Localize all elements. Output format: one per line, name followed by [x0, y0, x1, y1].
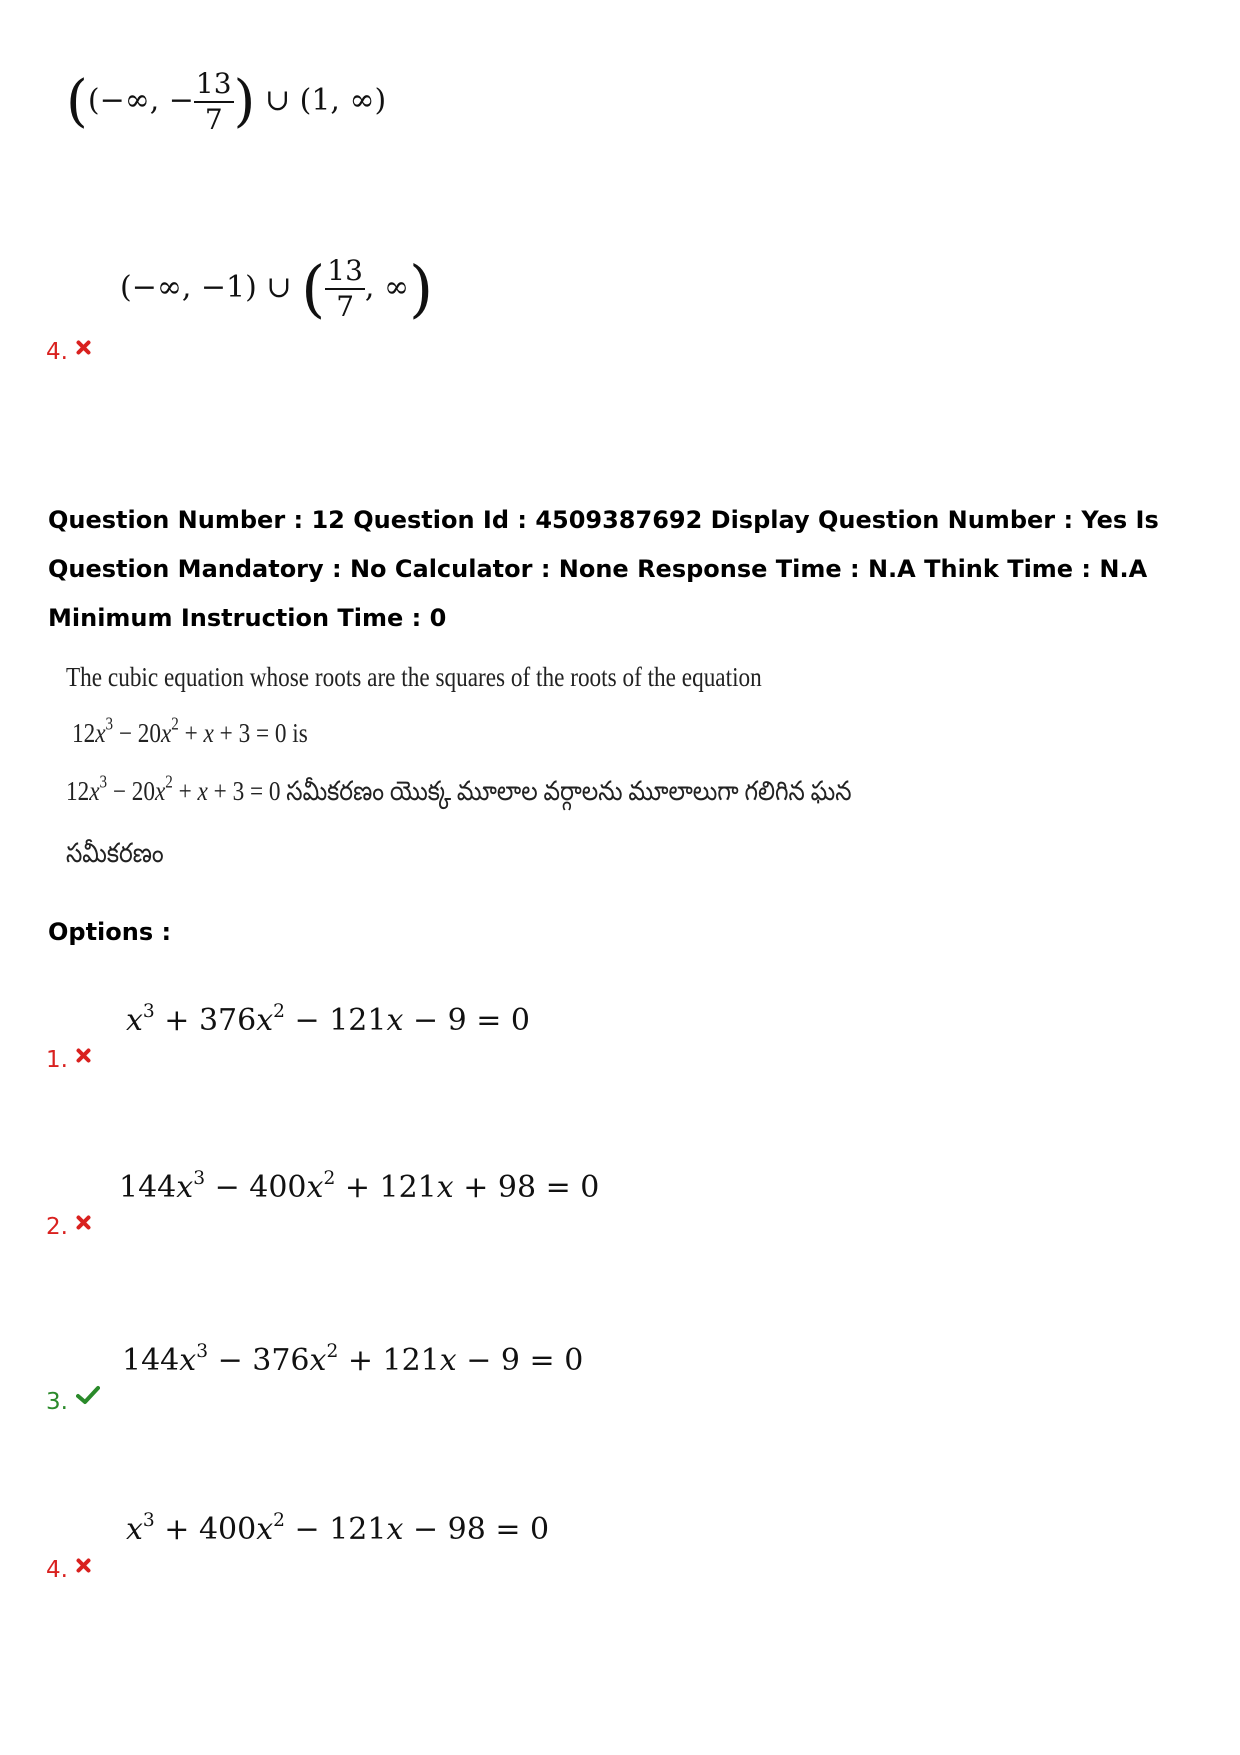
check-icon [76, 1385, 100, 1411]
prev-option-3-equation: ((−∞, − $\frac{13}{7}$ ) ∪ (1, ∞) [66, 67, 387, 136]
option-3-equation: $144x^3 - 376x^2 + 121x - 9 = 0$ [122, 1340, 584, 1378]
option-4-equation: $x^3 + 400x^2 - 121x - 98 = 0$ [126, 1509, 550, 1547]
option-1-marker [46, 1043, 91, 1073]
option-1-equation: $x^3 + 376x^2 - 121x - 9 = 0$ [126, 1000, 531, 1038]
cross-icon [76, 1043, 91, 1069]
prev-option-4-marker [46, 335, 91, 365]
cross-icon [76, 335, 91, 361]
option-2-marker [46, 1210, 91, 1240]
options-label: Options : [48, 918, 172, 946]
option-3-number: 3. [46, 1389, 68, 1415]
question-meta: Question Number : 12 Question Id : 4509387692 Display Question Number : Yes Is Question Mandatory : No Calculator : None Response Time : N.A Think Time : N.A Minimum Instruction Time : 0 [48, 506, 1159, 632]
option-4-marker [46, 1553, 91, 1583]
option-2-number: 2. [46, 1214, 68, 1240]
option-2-equation: $144x^3 - 400x^2 + 121x + 98 = 0$ [119, 1167, 600, 1205]
question-telugu-line2: సమీకరణం [66, 838, 164, 868]
question-english-line1: The cubic equation whose roots are the squares of the roots of the equation [66, 662, 762, 692]
option-1-number: 1. [46, 1047, 68, 1073]
prev-option-4-equation: (−∞, −1) ∪ ( $\frac{13}{7}$ , ∞) [120, 252, 434, 325]
prev-option-4-number: 4. [46, 339, 68, 365]
question-telugu-line1: $12x^3 - 20x^2 + x + 3 = 0$ సమీకరణం యొక్క మూలాల వర్గాలను మూలాలుగా గలిగిన ఘన [66, 771, 852, 806]
question-english-line2: $12x^3 - 20x^2 + x + 3 = 0$ is [72, 713, 308, 748]
option-3-marker [46, 1385, 100, 1415]
cross-icon [76, 1553, 91, 1579]
option-4-number: 4. [46, 1557, 68, 1583]
cross-icon [76, 1210, 91, 1236]
